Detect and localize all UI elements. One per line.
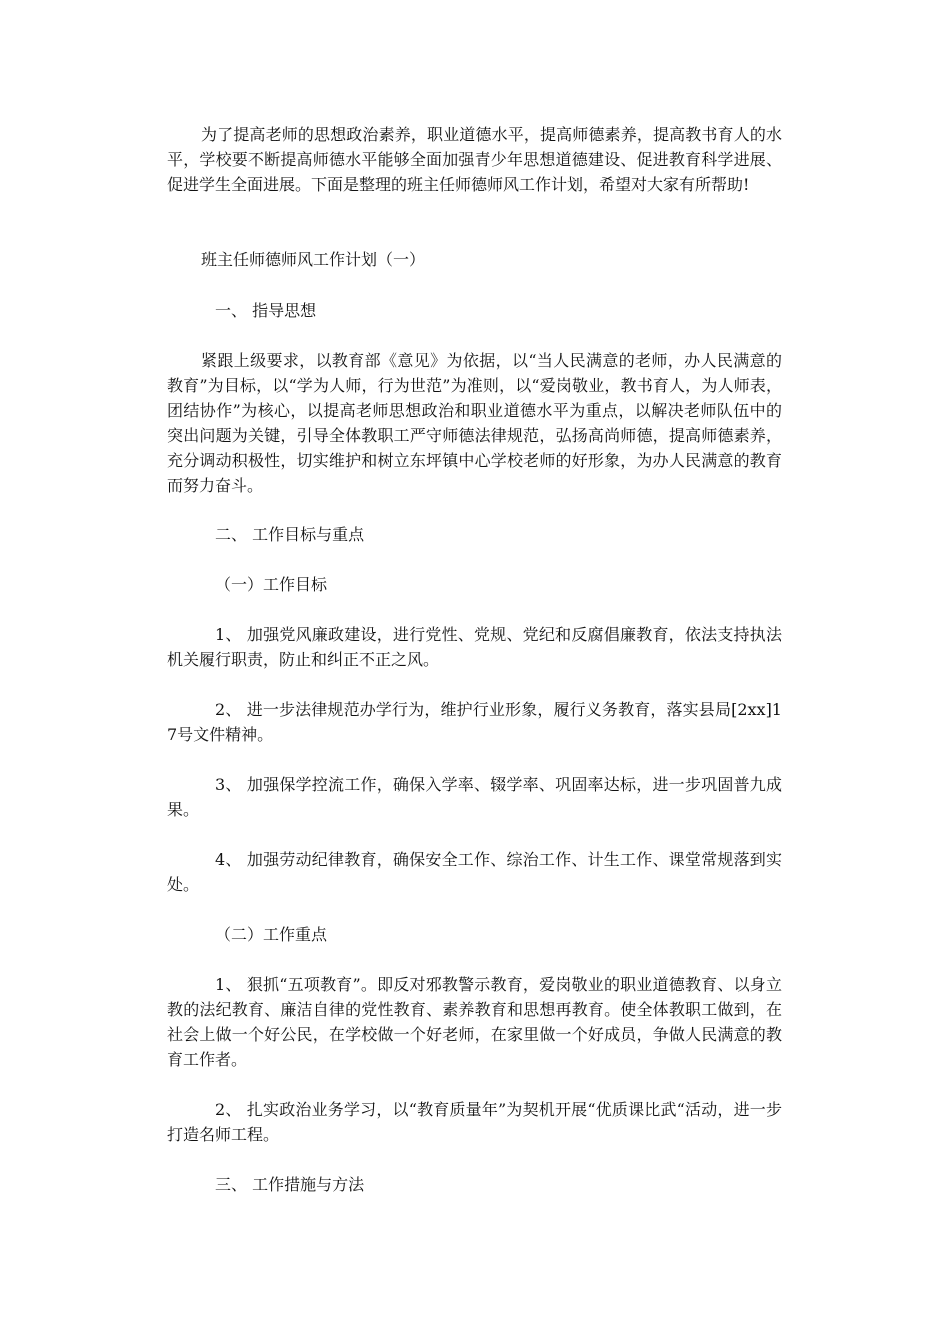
focus-item-2: 2、 扎实政治业务学习，以“教育质量年”为契机开展“优质课比武“活动，进一步打造名师工程。 — [167, 1100, 782, 1144]
section-3-heading: 三、 工作措施与方法 — [215, 1175, 365, 1194]
section-2-subheading-focus: （二）工作重点 — [215, 925, 328, 944]
section-1-heading: 一、 指导思想 — [215, 301, 317, 320]
goal-item-4: 4、 加强劳动纪律教育，确保安全工作、综治工作、计生工作、课堂常规落到实处。 — [167, 850, 782, 894]
goal-item-3: 3、 加强保学控流工作，确保入学率、辍学率、巩固率达标，进一步巩固普九成果。 — [167, 775, 782, 819]
plan-title: 班主任师德师风工作计划（一） — [201, 250, 426, 269]
section-1-body: 紧跟上级要求，以教育部《意见》为依据，以“当人民满意的老师，办人民满意的教育”为目标，以“学为人师，行为世范”为准则，以“爱岗敬业，教书育人，为人师表，团结协作”为核心，以提高老师思想政治和职业道德水平为重点，以解决老师队伍中的突出问题为关键，引导全体教职工严守师德法律规范，弘扬高尚师德，提高师德素养，充分调动积极性，切实维护和树立东坪镇中心学校老师的好形象，为办人民满意的教育而努力奋斗。 — [167, 351, 782, 495]
focus-item-1: 1、 狠抓“五项教育”。即反对邪教警示教育，爱岗敬业的职业道德教育、以身立教的法纪教育、廉洁自律的党性教育、素养教育和思想再教育。使全体教职工做到，在社会上做一个好公民，在学校做一个好老师，在家里做一个好成员，争做人民满意的教育工作者。 — [167, 975, 782, 1069]
intro-paragraph: 为了提高老师的思想政治素养，职业道德水平，提高师德素养，提高教书育人的水平，学校要不断提高师德水平能够全面加强青少年思想道德建设、促进教育科学进展、促进学生全面进展。下面是整理的班主任师德师风工作计划，希望对大家有所帮助! — [167, 125, 782, 194]
section-2-subheading-goals: （一）工作目标 — [215, 575, 328, 594]
goal-item-2: 2、 进一步法律规范办学行为，维护行业形象，履行义务教育，落实县局[2xx]17号文件精神。 — [167, 700, 782, 744]
goal-item-1: 1、 加强党风廉政建设，进行党性、党规、党纪和反腐倡廉教育，依法支持执法机关履行职责，防止和纠正不正之风。 — [167, 625, 782, 669]
section-2-heading: 二、 工作目标与重点 — [215, 525, 365, 544]
